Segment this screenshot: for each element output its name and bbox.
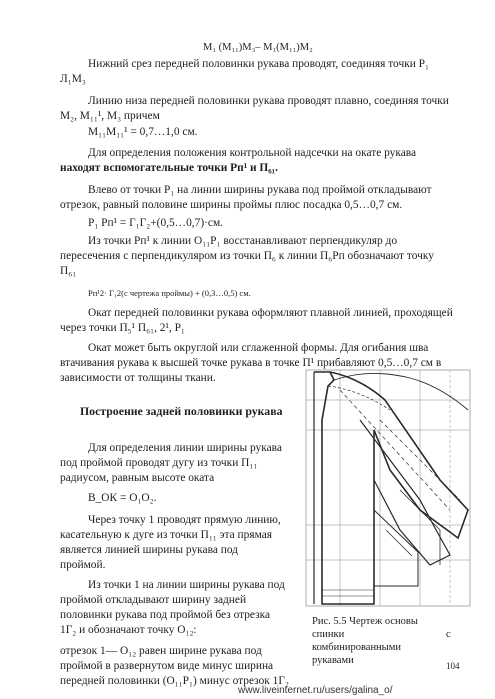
formula-m11: М₁₁М₁₁¹ = 0,7…1,0 см.: [88, 126, 198, 138]
page-number: 104: [446, 661, 460, 671]
figure-caption: Рис. 5.5 Чертеж основы: [312, 616, 418, 627]
paragraph-line: радиусом, равным высоте оката: [60, 472, 215, 484]
paragraph-line: отрезок 1— О₁₂ равен ширине рукава под: [60, 645, 262, 657]
paragraph-line: проймой в развернутом виде минус ширина: [60, 660, 274, 672]
formula-top: M₁ (M₁₁)M₃– M₁(M₁₁)M₂: [203, 42, 313, 53]
paragraph-line: находят вспомогательные точки Рп¹ и П₆₁.: [60, 162, 278, 174]
paragraph-line: является линией ширины рукава под: [60, 544, 238, 556]
paragraph-line: половинки рукава под проймой без отрезка: [60, 609, 271, 621]
formula-small: Рп¹2· Г₁2(с чертежа проймы) + (0,3…0,5) см.: [88, 288, 251, 298]
paragraph-line: Линию низа передней половинки рукава проводят плавно, соединяя точки: [88, 95, 449, 107]
paragraph-line: проймой.: [60, 559, 106, 571]
paragraph-line: Через точку 1 проводят прямую линию,: [88, 514, 281, 526]
formula-rp: Р₁ Рп¹ = Г₁Г₂+(0,5…0,7)·см.: [88, 217, 224, 229]
paragraph-line: пересечения с перпендикуляром из точки П₆ к линии П₆Рп обозначают точку: [60, 250, 434, 262]
paragraph-line: 1Г₂ и обозначают точку О₁₂:: [60, 624, 197, 636]
watermark-url: www.liveinternet.ru/users/galina_o/: [238, 685, 393, 696]
pattern-drawing-figure: [300, 360, 480, 610]
paragraph-line: Окат передней половинки рукава оформляют плавной линией, проходящей: [88, 307, 453, 319]
figure-caption: спинки: [312, 629, 345, 640]
paragraph-line: Для определения линии ширины рукава: [88, 442, 282, 454]
paragraph-line: Окат может быть округлой или сглаженной формы. Для огибания шва: [88, 342, 429, 354]
paragraph-line: под проймой проводят дугу из точки П₁₁: [60, 457, 258, 469]
paragraph-line: передней половинки (О₁₁Р₁) минус отрезок 1Г₂: [60, 675, 289, 687]
formula-bok: В_ОК = О₁О₂.: [88, 492, 157, 504]
paragraph-line: М₂, М₁₁¹, М₃ причем: [60, 110, 160, 122]
paragraph-line: Л₁М₃: [60, 73, 86, 85]
paragraph-line: Влево от точки Р₁ на линии ширины рукава под проймой откладывают: [88, 184, 432, 196]
paragraph-line: втачивания рукава к высшей точке рукава в точке П¹ прибавляют 0,5…0,7 см в: [60, 357, 442, 369]
paragraph-line: касательную к дуге из точки П₁₁ эта прямая: [60, 529, 272, 541]
paragraph-line: Нижний срез передней половинки рукава проводят, соединяя точки P₁: [88, 58, 429, 70]
figure-caption: рукавами: [312, 655, 354, 666]
paragraph-line: проймой откладывают ширину задней: [60, 594, 247, 606]
paragraph-line: Из точки 1 на линии ширины рукава под: [88, 579, 285, 591]
paragraph-line: П₆₁: [60, 265, 77, 277]
paragraph-line: Для определения положения контрольной надсечки на окате рукава: [88, 147, 417, 159]
figure-caption: с: [446, 629, 451, 640]
paragraph-line: Из точки Рп¹ к линии О₁₁Р₁ восстанавливают перпендикуляр до: [88, 235, 398, 247]
paragraph-line: зависимости от толщины ткани.: [60, 372, 216, 384]
figure-caption: комбинированными: [312, 642, 401, 653]
paragraph-line: отрезок, равный половине ширины проймы плюс посадка 0,5…0,7 см.: [60, 199, 403, 211]
paragraph-line: через точки П₅¹ П₆₁, 2¹, Р₁: [60, 322, 185, 334]
section-heading: Построение задней половинки рукава: [80, 404, 283, 418]
